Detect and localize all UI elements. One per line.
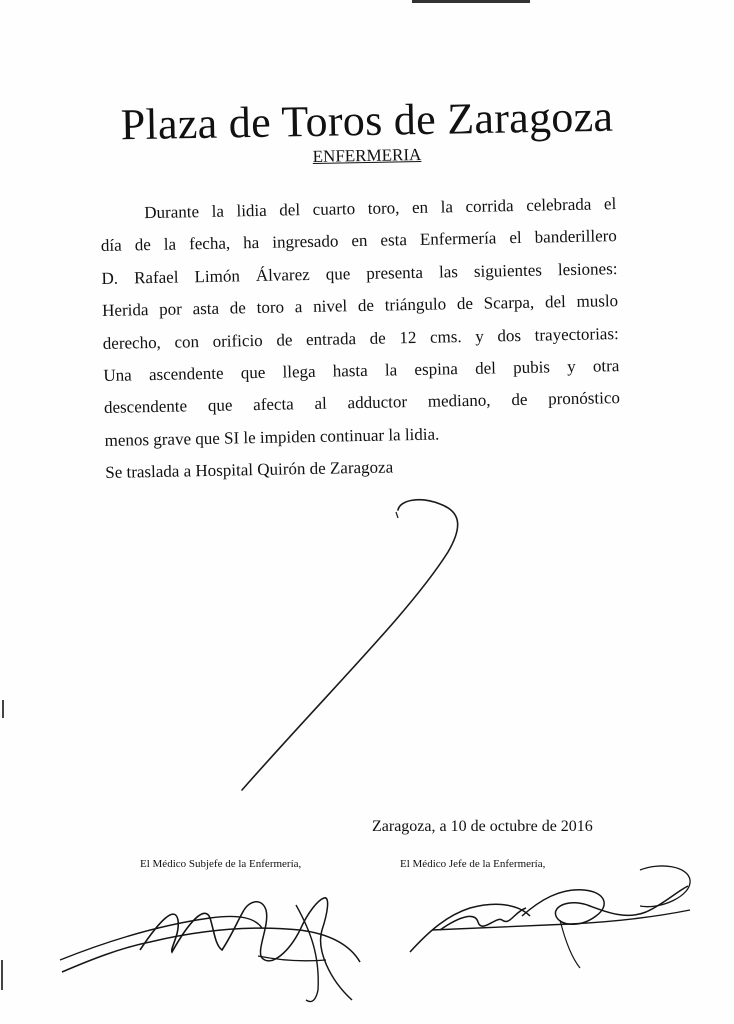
place-date: Zaragoza, a 10 de octubre de 2016 bbox=[372, 818, 593, 835]
body-line: Durante la lidia del cuarto toro, en la corrida celebrada el bbox=[144, 194, 617, 223]
body-line: derecho, con orificio de entrada de 12 cms. y dos trayectorias: bbox=[102, 323, 619, 353]
body-line: Se traslada a Hospital Quirón de Zaragoza bbox=[105, 457, 394, 483]
body-line: Herida por asta de toro a nivel de triángulo de Scarpa, del muslo bbox=[101, 291, 619, 321]
body-line: día de la fecha, ha ingresado en esta Enfermería el banderillero bbox=[100, 226, 618, 256]
body-line: descendente que afecta al adductor mediano, de pronóstico bbox=[103, 388, 621, 418]
document-subtitle: ENFERMERIA bbox=[312, 145, 422, 166]
body-line: Una ascendente que llega hasta la espina del pubis y otra bbox=[103, 356, 620, 385]
signer-left-label: El Médico Subjefe de la Enfermería, bbox=[140, 858, 302, 870]
document-title: Plaza de Toros de Zaragoza bbox=[120, 91, 614, 150]
body-line: menos grave que SI le impiden continuar la lidia. bbox=[104, 424, 440, 450]
body-line: D. Rafael Limón Álvarez que presenta las siguientes lesiones: bbox=[101, 258, 618, 288]
signer-right-label: El Médico Jefe de la Enfermería, bbox=[400, 858, 546, 870]
